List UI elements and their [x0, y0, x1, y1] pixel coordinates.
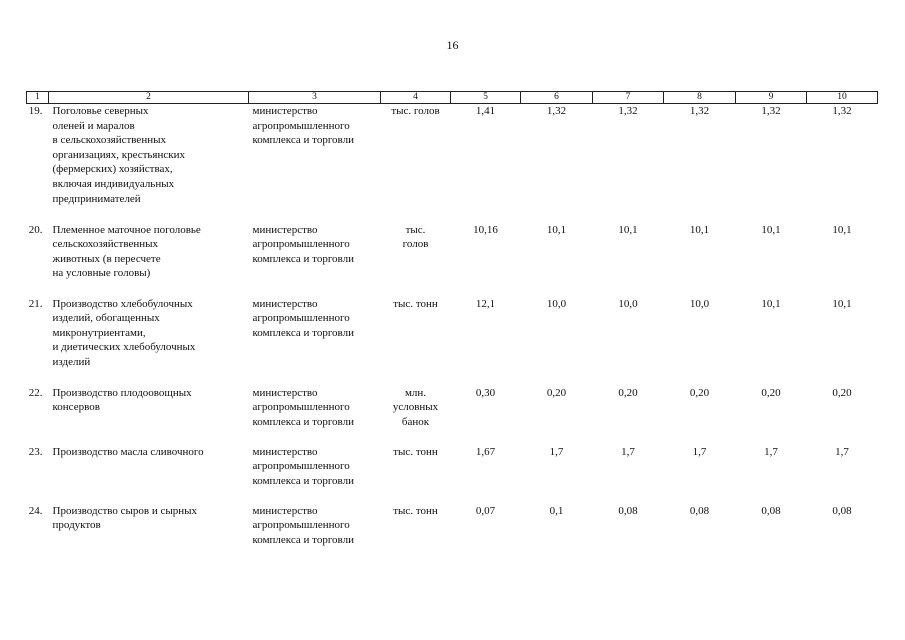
value-cell: 10,16 — [473, 223, 498, 236]
value-cell: 0,1 — [549, 504, 564, 517]
indicator-name: Производство сыров и сырных продуктов — [52, 504, 198, 532]
value-cell: 1,32 — [689, 105, 710, 117]
table-row — [27, 104, 878, 223]
value-cell: 0,20 — [618, 386, 638, 399]
value-cell: 0,20 — [546, 386, 567, 399]
column-header: 2 — [49, 92, 249, 104]
unit: тыс. тонн — [393, 504, 438, 517]
unit: тыс. голов — [402, 223, 429, 251]
row-number: 23. — [28, 445, 43, 458]
value-cell: 0,08 — [689, 504, 710, 517]
value-cell: 10,1 — [618, 223, 638, 236]
table-row — [27, 223, 878, 297]
column-header: 7 — [593, 92, 664, 104]
value-cell: 10,1 — [832, 297, 852, 310]
value-cell: 10,0 — [689, 297, 710, 310]
unit: тыс. тонн — [393, 297, 438, 310]
column-header: 6 — [521, 92, 593, 104]
responsible-ministry: министерство агропромышленного комплекса и торговли — [252, 297, 354, 339]
value-cell: 10,1 — [832, 223, 852, 236]
value-cell: 12,1 — [475, 297, 496, 310]
table-row — [27, 504, 878, 554]
value-cell: 10,1 — [761, 223, 781, 236]
indicator-name: Производство масла сливочного — [52, 445, 204, 458]
value-cell: 0,07 — [475, 504, 496, 517]
column-header: 9 — [736, 92, 807, 104]
value-cell: 0,20 — [689, 386, 710, 399]
value-cell: 0,08 — [761, 504, 781, 517]
indicator-name: Производство хлебобулочных изделий, обогащенных микронутриентами, и диетических хлебобулочных изделий — [52, 297, 196, 368]
value-cell: 1,41 — [475, 105, 496, 117]
column-header: 1 — [27, 92, 49, 104]
page-number: 16 — [446, 38, 459, 52]
value-cell: 1,7 — [835, 445, 849, 458]
row-number: 20. — [28, 223, 43, 236]
value-cell: 1,7 — [764, 445, 778, 458]
responsible-ministry: министерство агропромышленного комплекса и торговли — [252, 445, 354, 487]
responsible-ministry: министерство агропромышленного комплекса и торговли — [252, 504, 354, 546]
value-cell: 0,20 — [761, 386, 781, 399]
value-cell: 0,08 — [832, 504, 852, 517]
value-cell: 1,32 — [832, 105, 852, 117]
value-cell: 0,08 — [618, 504, 638, 517]
value-cell: 1,32 — [618, 105, 638, 117]
table-row — [27, 297, 878, 386]
value-cell: 1,7 — [692, 445, 707, 458]
value-cell: 10,1 — [546, 223, 567, 236]
column-header: 10 — [807, 92, 878, 104]
responsible-ministry: министерство агропромышленного комплекса и торговли — [252, 105, 354, 147]
responsible-ministry: министерство агропромышленного комплекса и торговли — [252, 223, 354, 265]
indicators-table — [26, 91, 878, 554]
column-header: 3 — [249, 92, 381, 104]
row-number: 19. — [28, 105, 43, 117]
column-header: 8 — [664, 92, 736, 104]
indicator-name: Производство плодоовощных консервов — [52, 386, 192, 414]
value-cell: 10,0 — [546, 297, 567, 310]
table-row — [27, 386, 878, 445]
indicator-name: Поголовье северных оленей и маралов в сельскохозяйственных организациях, крестьянских (фермерских) хозяйствах, включая индивидуальных предпринимателей — [52, 105, 185, 205]
value-cell: 1,67 — [475, 445, 496, 458]
unit: тыс. тонн — [393, 445, 438, 458]
column-header: 5 — [451, 92, 521, 104]
value-cell: 10,1 — [761, 297, 781, 310]
value-cell: 0,20 — [832, 386, 852, 399]
unit: млн. условных банок — [392, 386, 439, 428]
row-number: 21. — [28, 297, 43, 310]
unit: тыс. голов — [391, 105, 440, 117]
indicator-name: Племенное маточное поголовье сельскохозяйственных животных (в пересчете на условные головы) — [52, 223, 201, 280]
value-cell: 1,7 — [621, 445, 635, 458]
value-cell: 1,32 — [761, 105, 781, 117]
table-row — [27, 445, 878, 504]
value-cell: 1,32 — [546, 105, 567, 117]
table-header-row — [27, 92, 878, 104]
value-cell: 1,7 — [549, 445, 564, 458]
value-cell: 0,30 — [475, 386, 496, 399]
value-cell: 10,0 — [618, 297, 638, 310]
column-header: 4 — [381, 92, 451, 104]
row-number: 24. — [28, 504, 43, 517]
value-cell: 10,1 — [689, 223, 710, 236]
responsible-ministry: министерство агропромышленного комплекса и торговли — [252, 386, 354, 428]
row-number: 22. — [28, 386, 43, 399]
